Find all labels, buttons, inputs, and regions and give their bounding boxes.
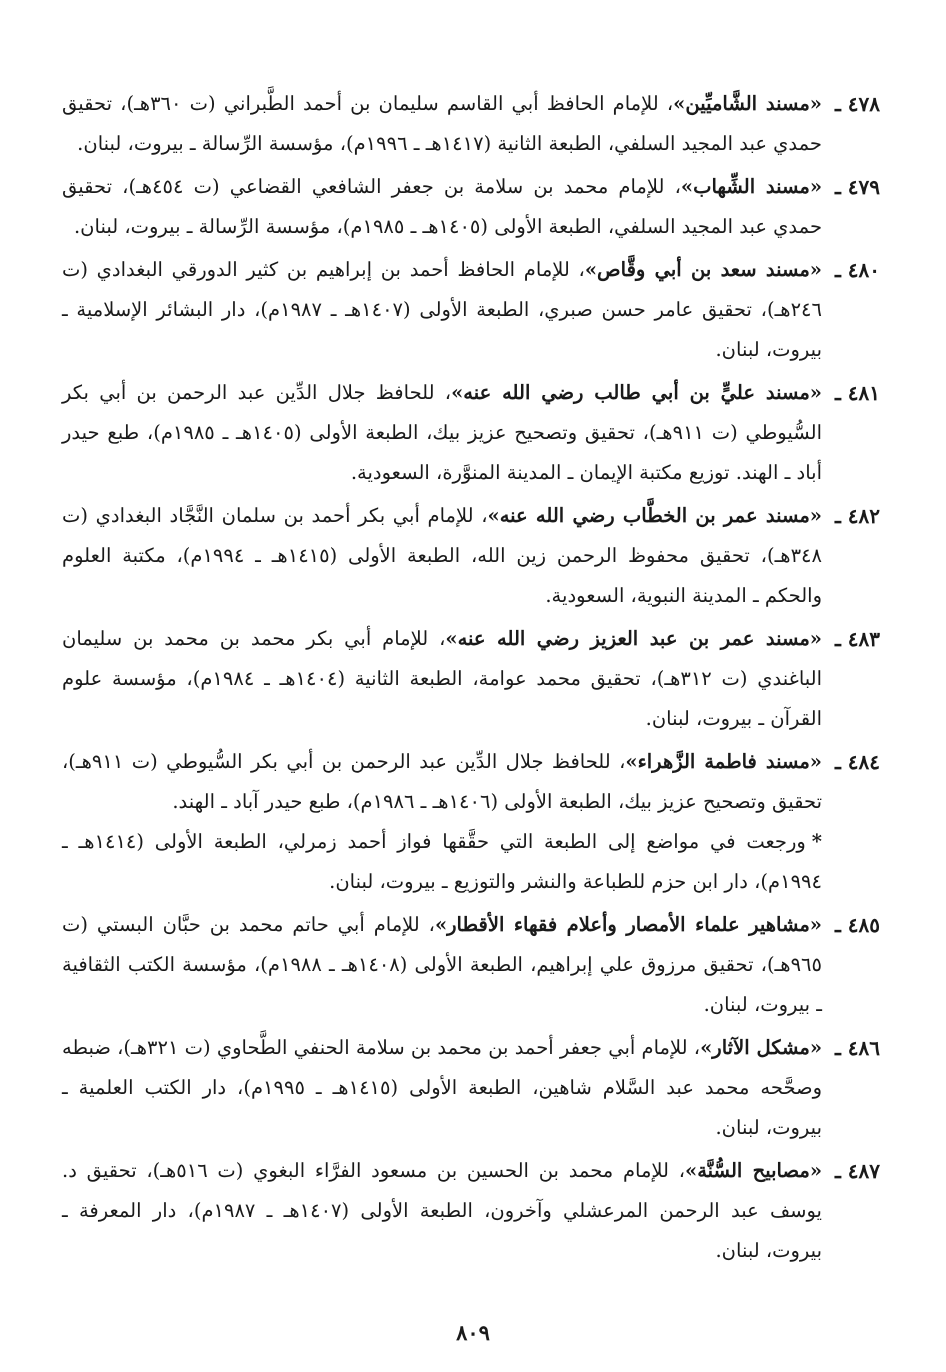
entry-number: ٤٨٤	[847, 750, 880, 774]
entry-number: ٤٨٢	[847, 504, 880, 528]
entry-marker	[822, 496, 880, 536]
bibliography-entry-485	[62, 905, 880, 1025]
entry-number: ٤٨١	[847, 381, 880, 405]
bibliography-entry-483	[62, 619, 880, 739]
entry-text	[62, 619, 822, 739]
entry-dash: ـ	[834, 913, 841, 937]
entry-title: «مسند عمر بن عبد العزيز رضي الله عنه»	[445, 627, 822, 650]
entry-text	[62, 496, 822, 616]
entry-dash: ـ	[834, 1036, 841, 1060]
entry-title: «مسند عمر بن الخطَّاب رضي الله عنه»	[487, 504, 822, 527]
entry-marker	[822, 742, 880, 782]
entry-dash: ـ	[834, 504, 841, 528]
entry-number: ٤٨٥	[847, 913, 880, 937]
entry-dash: ـ	[834, 92, 841, 116]
entry-title: «مشاهير علماء الأمصار وأعلام فقهاء الأقطار»	[434, 913, 822, 936]
entry-body: ، للإمام الحافظ أبي القاسم سليمان بن أحمد الطَّبراني (ت ٣٦٠هـ)، تحقيق حمدي عبد المجيد السلفي، الطبعة الثانية (١٤١٧هـ ـ ١٩٩٦م)، مؤسسة الرِّسالة ـ بيروت، لبنان.	[62, 92, 822, 155]
entry-body: ، للإمام أبي حاتم محمد بن حبَّان البستي (ت ٩٦٥هـ)، تحقيق مرزوق علي إبراهيم، الطبعة الأولى (١٤٠٨هـ ـ ١٩٨٨م)، مؤسسة الكتب الثقافية ـ بيروت، لبنان.	[62, 913, 822, 1016]
bibliography-entry-478	[62, 84, 880, 164]
entry-footnote	[62, 822, 822, 902]
entry-text	[62, 1151, 822, 1271]
entry-body: ، للإمام الحافظ أحمد بن إبراهيم بن كثير الدورقي البغدادي (ت ٢٤٦هـ)، تحقيق عامر حسن صبري، الطبعة الأولى (١٤٠٧هـ ـ ١٩٨٧م)، دار البشائر الإسلامية ـ بيروت، لبنان.	[62, 258, 822, 361]
entry-text	[62, 1028, 822, 1148]
entry-dash: ـ	[834, 1159, 841, 1183]
entry-number: ٤٧٩	[847, 175, 880, 199]
entry-text	[62, 905, 822, 1025]
entry-body: ، للإمام محمد بن سلامة بن جعفر الشافعي القضاعي (ت ٤٥٤هـ)، تحقيق حمدي عبد المجيد السلفي، الطبعة الأولى (١٤٠٥هـ ـ ١٩٨٥م)، مؤسسة الرِّسالة ـ بيروت، لبنان.	[62, 175, 822, 238]
bibliography-entry-481	[62, 373, 880, 493]
bibliography-entry-482	[62, 496, 880, 616]
entry-body: ، للحافظ جلال الدِّين عبد الرحمن بن أبي بكر السُّيوطي (ت ٩١١هـ)، تحقيق وتصحيح عزيز بيك، الطبعة الأولى (١٤٠٥هـ ـ ١٩٨٥م)، طبع حيدر أباد ـ الهند. توزيع مكتبة الإيمان ـ المدينة المنوَّرة، السعودية.	[62, 381, 823, 484]
entry-title: «مشكل الآثار»	[700, 1036, 823, 1059]
entry-text	[62, 84, 822, 164]
entry-dash: ـ	[834, 381, 841, 405]
entry-title: «مسند عليٍّ بن أبي طالب رضي الله عنه»	[451, 381, 822, 404]
entry-title: «مسند سعد بن أبي وقَّاص»	[584, 258, 822, 281]
asterisk-icon: *	[811, 830, 822, 853]
entry-number: ٤٨٣	[847, 627, 880, 651]
entry-body: ، للإمام أبي بكر محمد بن محمد بن سليمان الباغندي (ت ٣١٢هـ)، تحقيق محمد عوامة، الطبعة الثانية (١٤٠٤هـ ـ ١٩٨٤م)، مؤسسة علوم القرآن ـ بيروت، لبنان.	[62, 627, 822, 730]
entry-dash: ـ	[834, 175, 841, 199]
entry-dash: ـ	[834, 750, 841, 774]
entry-body: ، للإمام أبي جعفر أحمد بن محمد بن سلامة الحنفي الطَّحاوي (ت ٣٢١هـ)، ضبطه وصحَّحه محمد عبد السَّلام شاهين، الطبعة الأولى (١٤١٥هـ ـ ١٩٩٥م)، دار الكتب العلمية ـ بيروت، لبنان.	[62, 1036, 823, 1139]
entry-number: ٤٧٨	[847, 92, 880, 116]
bibliography-entry-486	[62, 1028, 880, 1148]
bibliography-page	[62, 84, 880, 1274]
entry-body: ، للإمام أبي بكر أحمد بن سلمان النَّجَّاد البغدادي (ت ٣٤٨هـ)، تحقيق محفوظ الرحمن زين الله، الطبعة الأولى (١٤١٥هـ ـ ١٩٩٤م)، مكتبة العلوم والحكم ـ المدينة النبوية، السعودية.	[62, 504, 822, 607]
bibliography-entry-480	[62, 250, 880, 370]
footnote-text: ورجعت في مواضع إلى الطبعة التي حقَّقها فواز أحمد زمرلي، الطبعة الأولى (١٤١٤هـ ـ ١٩٩٤م)، دار ابن حزم للطباعة والنشر والتوزيع ـ بيروت، لبنان.	[62, 830, 822, 893]
entry-text	[62, 250, 822, 370]
entry-marker	[822, 373, 880, 413]
entry-text	[62, 373, 822, 493]
entry-title: «مصابيح السُّنَّة»	[685, 1159, 823, 1182]
entry-title: «مسند فاطمة الزَّهراء»	[625, 750, 822, 773]
entry-number: ٤٨٦	[847, 1036, 880, 1060]
entry-body: ، للإمام محمد بن الحسين بن مسعود الفرَّاء البغوي (ت ٥١٦هـ)، تحقيق د. يوسف عبد الرحمن المرعشلي وآخرون، الطبعة الأولى (١٤٠٧هـ ـ ١٩٨٧م)، دار المعرفة ـ بيروت، لبنان.	[62, 1159, 822, 1262]
entry-text	[62, 167, 822, 247]
entry-dash: ـ	[834, 627, 841, 651]
entry-marker	[822, 905, 880, 945]
entry-number: ٤٨٧	[847, 1159, 880, 1183]
entry-marker	[822, 1151, 880, 1191]
page-number: ٨٠٩	[456, 1320, 490, 1345]
entry-marker	[822, 84, 880, 124]
entry-title: «مسند الشِّهاب»	[680, 175, 823, 198]
bibliography-entry-487	[62, 1151, 880, 1271]
entry-marker	[822, 1028, 880, 1068]
entry-number: ٤٨٠	[847, 258, 880, 282]
entry-title: «مسند الشَّاميِّين»	[673, 92, 822, 115]
bibliography-entry-484	[62, 742, 880, 902]
bibliography-entry-479	[62, 167, 880, 247]
entry-dash: ـ	[834, 258, 841, 282]
entry-marker	[822, 619, 880, 659]
entry-marker	[822, 167, 880, 207]
entry-text	[62, 742, 822, 902]
entry-body: ، للحافظ جلال الدِّين عبد الرحمن بن أبي بكر السُّيوطي (ت ٩١١هـ)، تحقيق وتصحيح عزيز بيك، الطبعة الأولى (١٤٠٦هـ ـ ١٩٨٦م)، طبع حيدر آباد ـ الهند.	[62, 750, 822, 813]
entry-marker	[822, 250, 880, 290]
